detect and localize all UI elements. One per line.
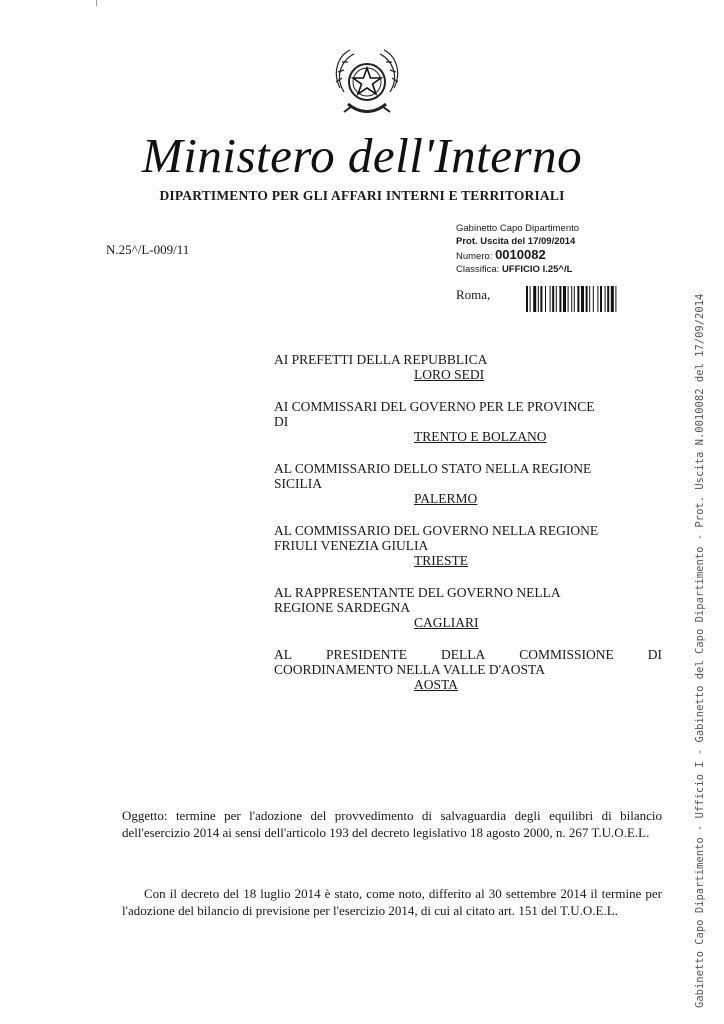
recipient-line: COORDINAMENTO NELLA VALLE D'AOSTA xyxy=(274,662,545,677)
recipient-block xyxy=(274,461,662,506)
recipient-line: AL COMMISSARIO DEL GOVERNO NELLA REGIONE xyxy=(274,523,599,538)
recipient-block xyxy=(274,585,662,630)
recipient-line: AI COMMISSARI DEL GOVERNO PER LE PROVINCE xyxy=(274,399,595,414)
recipient-place: PALERMO xyxy=(414,491,478,506)
stamp-number-label: Numero: xyxy=(456,251,493,262)
recipient-place: AOSTA xyxy=(414,677,458,692)
subject-paragraph: Oggetto: termine per l'adozione del provvedimento di salvaguardia degli equilibri di bilancio dell'esercizio 2014 ai sensi dell'articolo 193 del decreto legislativo 18 agosto 2000, n. 267 T.U.O.E.L. xyxy=(122,808,662,840)
recipient-line: AI PREFETTI DELLA REPUBBLICA xyxy=(274,352,488,367)
recipient-place: CAGLIARI xyxy=(414,615,479,630)
recipient-place: LORO SEDI xyxy=(414,367,485,382)
protocol-stamp xyxy=(456,222,616,276)
recipient-line: AL COMMISSARIO DELLO STATO NELLA REGIONE xyxy=(274,461,592,476)
recipient-line: DI xyxy=(274,414,289,429)
recipient-block xyxy=(274,399,662,444)
recipient-line: FRIULI VENEZIA GIULIA xyxy=(274,538,429,553)
recipient-line: REGIONE SARDEGNA xyxy=(274,600,411,615)
recipient-block xyxy=(274,352,662,382)
recipient-word: AL xyxy=(274,647,292,662)
recipient-block xyxy=(274,647,662,692)
recipient-place: TRIESTE xyxy=(414,553,468,568)
body-paragraph: Con il decreto del 18 luglio 2014 è stato, come noto, differito al 30 settembre 2014 il termine per l'adozione del bilancio di previsione per l'esercizio 2014, di cui al citato art. 151 del T.U.O.E.L. xyxy=(122,886,662,918)
protocol-reference: N.25^/L-009/11 xyxy=(106,242,190,257)
stamp-number: 0010082 xyxy=(495,247,546,262)
barcode xyxy=(524,286,648,318)
stamp-prot: Prot. Uscita del 17/09/2014 xyxy=(456,236,576,247)
place-date: Roma, xyxy=(456,287,491,302)
scan-mark xyxy=(96,0,97,6)
recipient-place: TRENTO E BOLZANO xyxy=(414,429,547,444)
body-text xyxy=(122,885,662,919)
stamp-office: Gabinetto Capo Dipartimento xyxy=(456,223,580,234)
stamp-class-label: Classifica: xyxy=(456,264,500,275)
recipient-word: DELLA xyxy=(440,647,486,662)
recipient-line: SICILIA xyxy=(274,476,322,491)
recipients-list xyxy=(274,352,662,709)
recipient-block xyxy=(274,523,662,568)
recipient-word: PRESIDENTE xyxy=(325,647,407,662)
department-heading: DIPARTIMENTO PER GLI AFFARI INTERNI E TERRITORIALI xyxy=(159,188,565,203)
recipient-line: AL RAPPRESENTANTE DEL GOVERNO NELLA xyxy=(274,585,561,600)
stamp-class: UFFICIO I.25^/L xyxy=(501,264,573,275)
recipient-word: COMMISSIONE xyxy=(519,647,614,662)
ministry-title: Ministero dell'Interno xyxy=(141,128,583,183)
italian-republic-emblem xyxy=(326,42,408,124)
side-protocol-stamp: Gabinetto Capo Dipartimento - Ufficio I - Gabinetto del Capo Dipartimento - Prot. Uscita N.0010082 del 17/09/2014 xyxy=(694,293,706,1008)
recipient-word: DI xyxy=(647,647,662,662)
